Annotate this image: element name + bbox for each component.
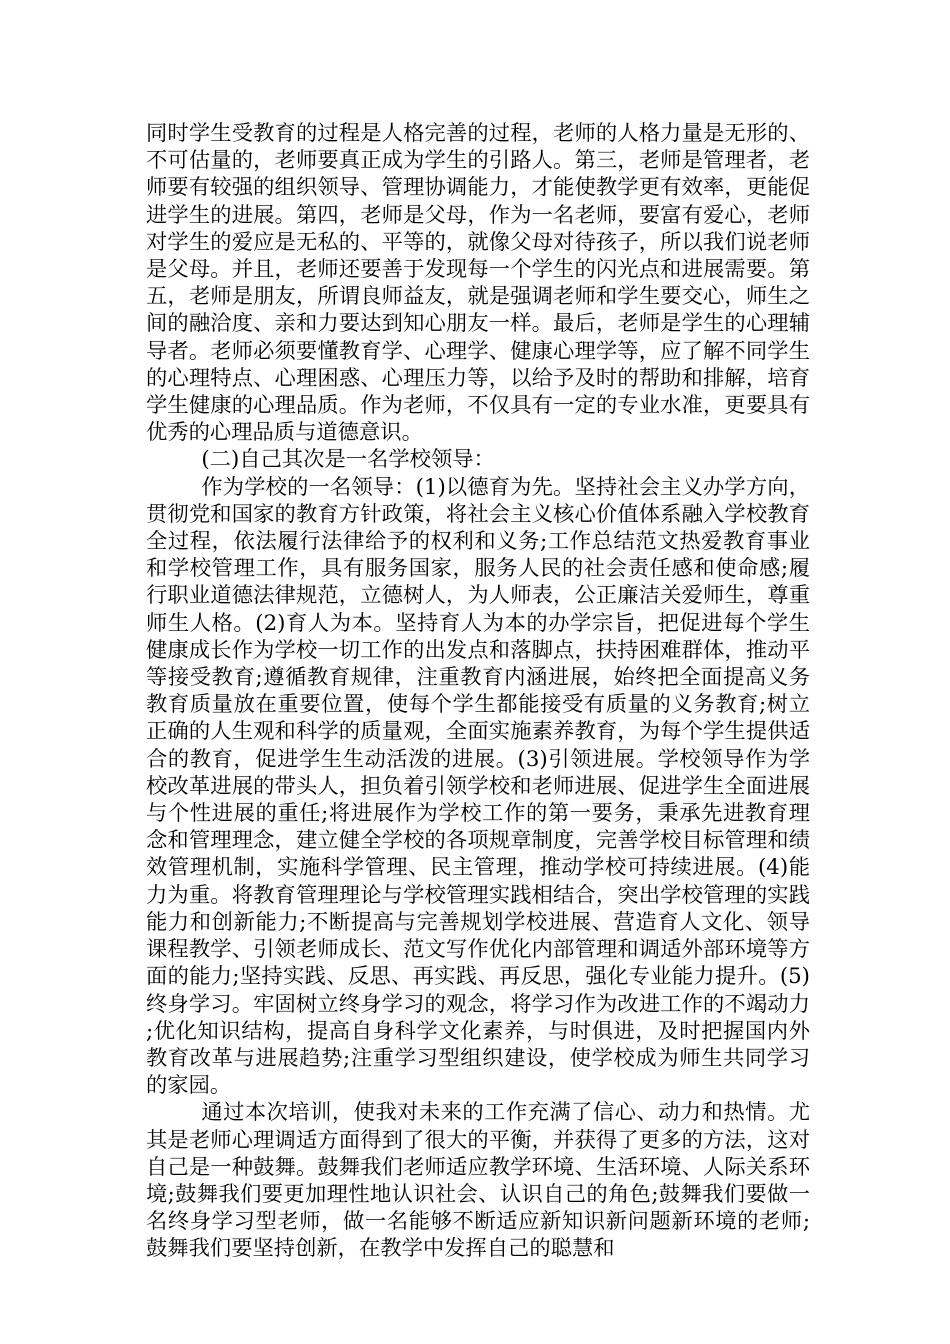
paragraph-teacher-roles: 同时学生受教育的过程是人格完善的过程，老师的人格力量是无形的、不可估量的，老师要真正成为学生的引路人。第三，老师是管理者，老师要有较强的组织领导、管理协调能力，才能使教学更有效率，更能促进学生的进展。第四，老师是父母，作为一名老师，要富有爱心，老师对学生的爱应是无私的、平等的，就像父母对待孩子，所以我们说老师是父母。并且，老师还要善于发现每一个学生的闪光点和进展需要。第五，老师是朋友，所谓良师益友，就是强调老师和学生要交心，师生之间的融洽度、亲和力要达到知心朋友一样。最后，老师是学生的心理辅导者。老师必须要懂教育学、心理学、健康心理学等，应了解不同学生的心理特点、心理困惑、心理压力等，以给予及时的帮助和排解，培育学生健康的心理品质。作为老师，不仅具有一定的专业水准，更要具有优秀的心理品质与道德意识。 [146, 121, 810, 446]
document-page [146, 120, 810, 1263]
section-heading-school-leader: (二)自己其次是一名学校领导： [201, 447, 495, 473]
paragraph-training-reflection: 通过本次培训，使我对未来的工作充满了信心、动力和热情。尤其是老师心理调适方面得到了很大的平衡，并获得了更多的方法，这对自己是一种鼓舞。鼓舞我们老师适应教学环境、生活环境、人际关系环境;鼓舞我们要更加理性地认识社会、认识自己的角色;鼓舞我们要做一名终身学习型老师，做一名能够不断适应新知识新问题新环境的老师;鼓舞我们要坚持创新，在教学中发挥自己的聪慧和 [146, 1100, 810, 1262]
paragraph-leader-duties: 作为学校的一名领导：(1)以德育为先。坚持社会主义办学方向，贯彻党和国家的教育方针政策，将社会主义核心价值体系融入学校教育全过程，依法履行法律给予的权利和义务;工作总结范文热爱教育事业和学校管理工作，具有服务国家，服务人民的社会责任感和使命感;履行职业道德法律规范，立德树人，为人师表，公正廉洁关爱师生，尊重师生人格。(2)育人为本。坚持育人为本的办学宗旨，把促进每个学生健康成长作为学校一切工作的出发点和落脚点，扶持困难群体，推动平等接受教育;遵循教育规律，注重教育内涵进展，始终把全面提高义务教育质量放在重要位置，使每个学生都能接受有质量的义务教育;树立正确的人生观和科学的质量观，全面实施素养教育，为每个学生提供适合的教育，促进学生生动活泼的进展。(3)引领进展。学校领导作为学校改革进展的带头人，担负着引领学校和老师进展、促进学生全面进展与个性进展的重任;将进展作为学校工作的第一要务，秉承先进教育理念和管理理念，建立健全学校的各项规章制度，完善学校目标管理和绩效管理机制，实施科学管理、民主管理，推动学校可持续进展。(4)能力为重。将教育管理理论与学校管理实践相结合，突出学校管理的实践能力和创新能力;不断提高与完善规划学校进展、营造育人文化、领导课程教学、引领老师成长、范文写作优化内部管理和调适外部环境等方面的能力;坚持实践、反思、再实践、再反思，强化专业能力提升。(5)终身学习。牢固树立终身学习的观念，将学习作为改进工作的不竭动力;优化知识结构，提高自身科学文化素养，与时俱进，及时把握国内外教育改革与进展趋势;注重学习型组织建设，使学校成为师生共同学习的家园。 [146, 474, 810, 1099]
